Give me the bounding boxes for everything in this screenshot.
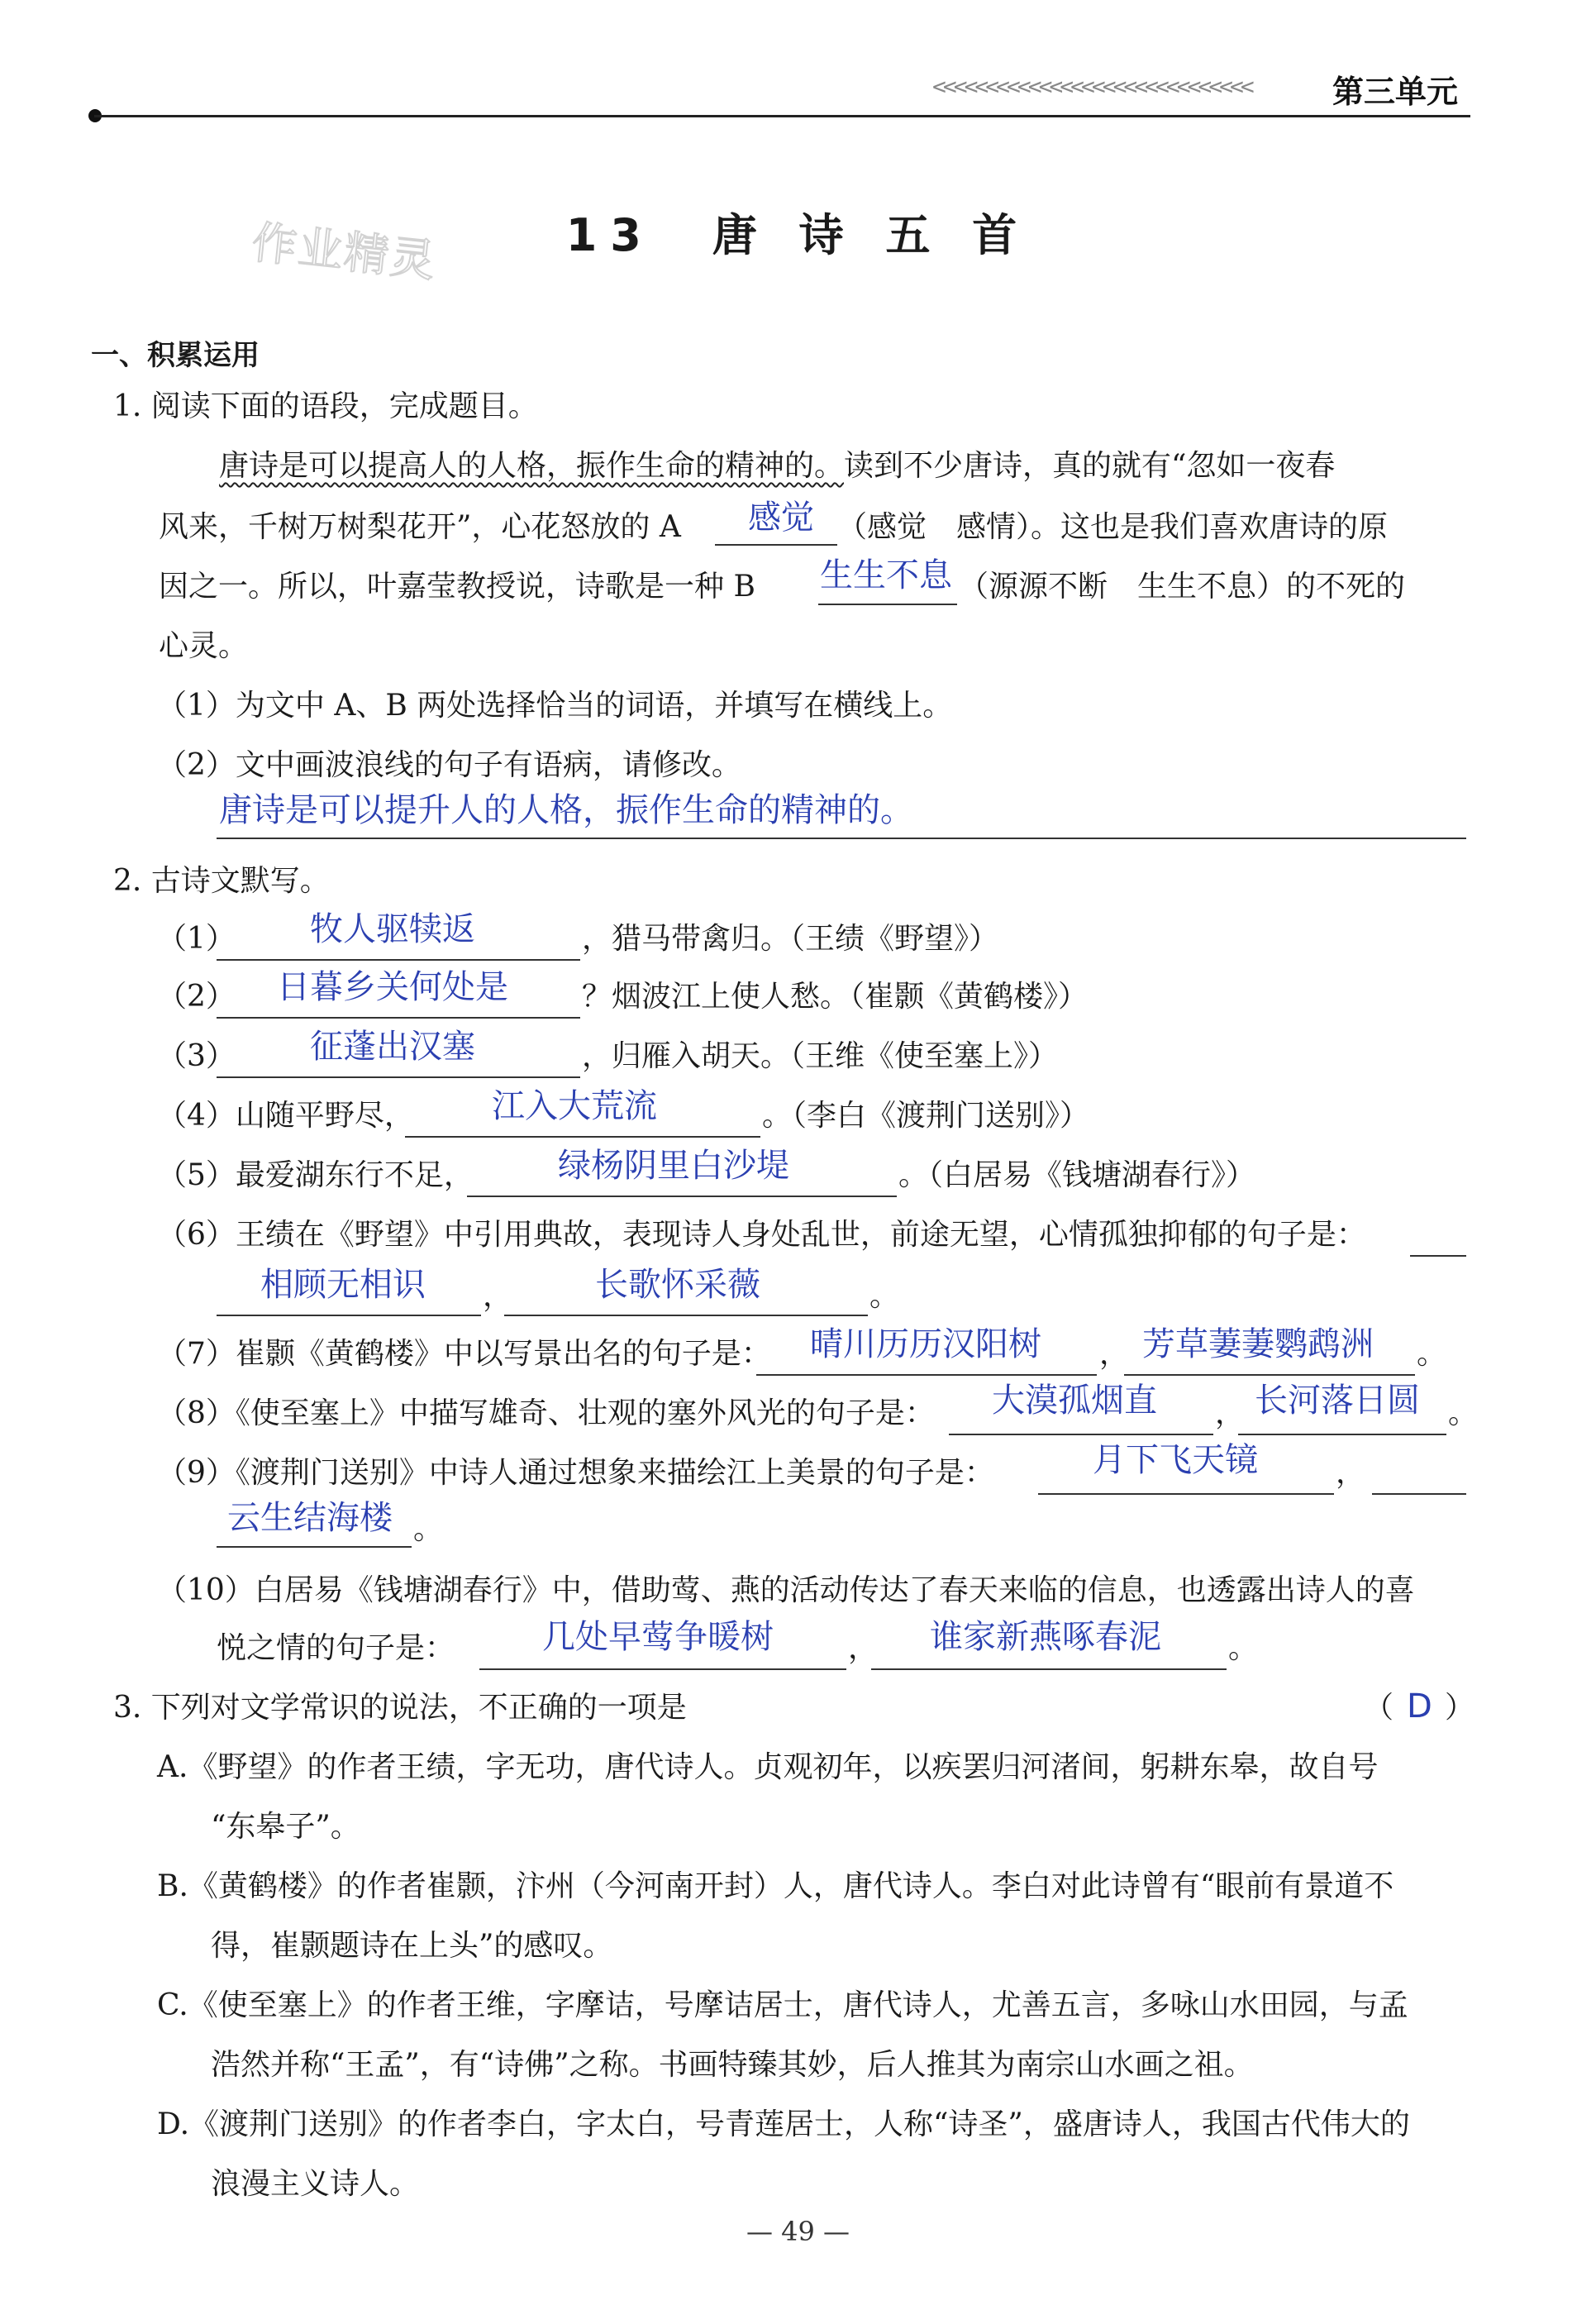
- q2-l5-blank: [467, 1196, 897, 1197]
- q2-l6-comma: ，: [483, 1279, 513, 1313]
- q3-paren-left: （: [1364, 1691, 1394, 1725]
- q3-option-c-line1: C.《使至塞上》的作者王维，字摩诘，号摩诘居士，唐代诗人，尤善五言，多咏山水田园，与孟: [157, 1988, 1408, 2022]
- q2-l4-pre: （4）山随平野尽，: [157, 1099, 414, 1133]
- q2-l8-answer2: 长河落日圆: [1255, 1382, 1420, 1420]
- q2-l7-answer2: 芳草萋萋鹦鹉洲: [1142, 1325, 1374, 1363]
- q2-l10-comma: ，: [848, 1631, 879, 1665]
- q1-para-line4: 心灵。: [159, 629, 249, 663]
- q2-l4-blank: [405, 1136, 760, 1138]
- q2-l3-num: （3）: [157, 1039, 236, 1073]
- q2-l8-end: 。: [1448, 1396, 1479, 1430]
- q1-answer-b: 生生不息: [820, 556, 952, 594]
- q2-l7-blank1: [756, 1374, 1097, 1376]
- q2-l10-answer1: 几处早莺争暖树: [542, 1618, 774, 1656]
- q2-l6-answer1: 相顾无相识: [260, 1266, 426, 1304]
- q2-l6-blank1: [217, 1315, 481, 1316]
- q1-para-line2a: 风来，千树万树梨花开”，心花怒放的 A: [159, 510, 681, 544]
- q2-l7-comma: ，: [1099, 1337, 1130, 1371]
- q2-l2-blank: [217, 1017, 580, 1019]
- q3-option-d-line1: D.《渡荆门送别》的作者李白，字太白，号青莲居士，人称“诗圣”，盛唐诗人，我国古代伟大的: [157, 2107, 1410, 2141]
- q2-l9-end: 。: [413, 1512, 444, 1546]
- q2-l10-end: 。: [1228, 1631, 1259, 1665]
- q2-l10-blank1: [479, 1668, 846, 1670]
- q3-option-b-line2: 得，崔颢题诗在上头”的感叹。: [211, 1929, 613, 1963]
- q2-l7-text: （7）崔颢《黄鹤楼》中以写景出名的句子是：: [157, 1337, 771, 1371]
- q3-paren-right: ）: [1445, 1691, 1475, 1725]
- q1-para-line1-rest: 读到不少唐诗，真的就有“忽如一夜春: [844, 449, 1336, 483]
- q1-stem: 1. 阅读下面的语段，完成题目。: [113, 389, 538, 423]
- q2-l1-num: （1）: [157, 922, 236, 956]
- q1-answer-a: 感觉: [748, 499, 814, 537]
- header-chevrons: <<<<<<<<<<<<<<<<<<<<<<<<<<<<<<: [932, 73, 1251, 100]
- q2-l9-text: （9）《渡荆门送别》中诗人通过想象来描绘江上美景的句子是：: [157, 1456, 994, 1490]
- q2-l10-text2: 悦之情的句子是：: [217, 1631, 455, 1665]
- q2-l5-text: 。（白居易《钱塘湖春行》）: [898, 1158, 1256, 1192]
- q3-answer: D: [1407, 1687, 1432, 1725]
- q2-l7-answer1: 晴川历历汉阳树: [810, 1325, 1041, 1363]
- q2-l9-answer2: 云生结海楼: [227, 1499, 393, 1537]
- page-number: — 49 —: [746, 2216, 850, 2247]
- q2-l9-answer1: 月下飞天镜: [1093, 1441, 1258, 1479]
- q1-sub2-answer: 唐诗是可以提升人的人格，振作生命的精神的。: [219, 791, 913, 829]
- q1-sub2: （2）文中画波浪线的句子有语病，请修改。: [157, 748, 741, 782]
- q2-l2-text: ？烟波江上使人愁。（崔颢《黄鹤楼》）: [582, 980, 1089, 1014]
- q2-l1-answer: 牧人驱犊返: [310, 910, 475, 948]
- q2-l9-comma: ，: [1336, 1456, 1366, 1490]
- q2-l7-blank2: [1124, 1374, 1415, 1376]
- q2-l1-blank: [217, 959, 580, 961]
- q2-l10-blank2: [871, 1668, 1227, 1670]
- q2-l8-text: （8）《使至塞上》中描写雄奇、壮观的塞外风光的句子是：: [157, 1396, 935, 1430]
- q2-l6-blank2: [504, 1315, 868, 1316]
- q2-l4-text: 。（李白《渡荆门送别》）: [762, 1099, 1090, 1133]
- q2-l4-answer: 江入大荒流: [492, 1087, 657, 1125]
- watermark-logo: 作业精灵: [249, 216, 440, 288]
- q3-option-b-line1: B.《黄鹤楼》的作者崔颢，汴州（今河南开封）人，唐代诗人。李白对此诗曾有“眼前有景道不: [157, 1869, 1394, 1903]
- q1-para-line3a: 因之一。所以，叶嘉莹教授说，诗歌是一种 B: [159, 570, 755, 604]
- q2-l3-answer: 征蓬出汉塞: [310, 1028, 475, 1066]
- q2-l9-blank2: [217, 1546, 412, 1548]
- q1-para-line1: [219, 451, 1335, 481]
- q2-l8-answer1: 大漠孤烟直: [992, 1382, 1157, 1420]
- q1-para-line2b: （感觉 感情）。这也是我们喜欢唐诗的原: [837, 510, 1389, 544]
- q2-l8-blank1: [949, 1434, 1213, 1435]
- q2-l8-blank2: [1238, 1434, 1446, 1435]
- q3-stem: 3. 下列对文学常识的说法，不正确的一项是: [113, 1691, 687, 1725]
- q2-stem: 2. 古诗文默写。: [113, 864, 330, 898]
- header-rule: [94, 115, 1470, 117]
- q1-blank-b: [818, 604, 957, 605]
- section-heading: 一、积累运用: [91, 339, 260, 372]
- q1-sub2-blank: [217, 838, 1466, 839]
- q1-wavy-sentence: 唐诗是可以提高人的人格，振作生命的精神的。: [219, 449, 845, 483]
- q3-option-a-line2: “东皋子”。: [211, 1810, 360, 1844]
- q1-para-line3b: （源源不断 生生不息）的不死的: [959, 570, 1406, 604]
- q2-l5-answer: 绿杨阴里白沙堤: [558, 1147, 789, 1185]
- q2-l1-text: ，猎马带禽归。（王绩《野望》）: [582, 922, 999, 956]
- q2-l7-end: 。: [1417, 1337, 1447, 1371]
- q2-l6-blank-tail: [1410, 1255, 1466, 1257]
- q2-l8-comma: ，: [1215, 1396, 1246, 1430]
- q2-l9-blank2-tail: [1372, 1493, 1466, 1495]
- q2-l6-text: （6）王绩在《野望》中引用典故，表现诗人身处乱世，前途无望，心情孤独抑郁的句子是：: [157, 1218, 1366, 1252]
- q2-l10-answer2: 谁家新燕啄春泥: [930, 1618, 1161, 1656]
- q2-l6-end: 。: [869, 1279, 900, 1313]
- q3-option-a-line1: A.《野望》的作者王绩，字无功，唐代诗人。贞观初年，以疾罢归河渚间，躬耕东皋，故自号: [157, 1750, 1379, 1784]
- q2-l6-answer2: 长歌怀采薇: [595, 1266, 760, 1304]
- q2-l10-text1: （10）白居易《钱塘湖春行》中，借助莺、燕的活动传达了春天来临的信息，也透露出诗人的喜: [157, 1573, 1415, 1607]
- q2-l2-answer: 日暮乡关何处是: [277, 968, 508, 1006]
- q3-option-d-line2: 浪漫主义诗人。: [211, 2167, 420, 2201]
- q1-blank-a: [715, 544, 837, 546]
- unit-label: 第三单元: [1332, 74, 1459, 110]
- q2-l5-pre: （5）最爱湖东行不足，: [157, 1158, 474, 1192]
- q1-sub1: （1）为文中 A、B 两处选择恰当的词语，并填写在横线上。: [157, 689, 953, 723]
- lesson-title: 13 唐 诗 五 首: [565, 209, 1031, 261]
- q3-option-c-line2: 浩然并称“王孟”，有“诗佛”之称。书画特臻其妙，后人推其为南宗山水画之祖。: [211, 2048, 1254, 2082]
- q2-l3-blank: [217, 1076, 580, 1078]
- q2-l2-num: （2）: [157, 980, 236, 1014]
- q2-l9-blank1: [1038, 1493, 1334, 1495]
- q2-l3-text: ，归雁入胡天。（王维《使至塞上》）: [582, 1039, 1059, 1073]
